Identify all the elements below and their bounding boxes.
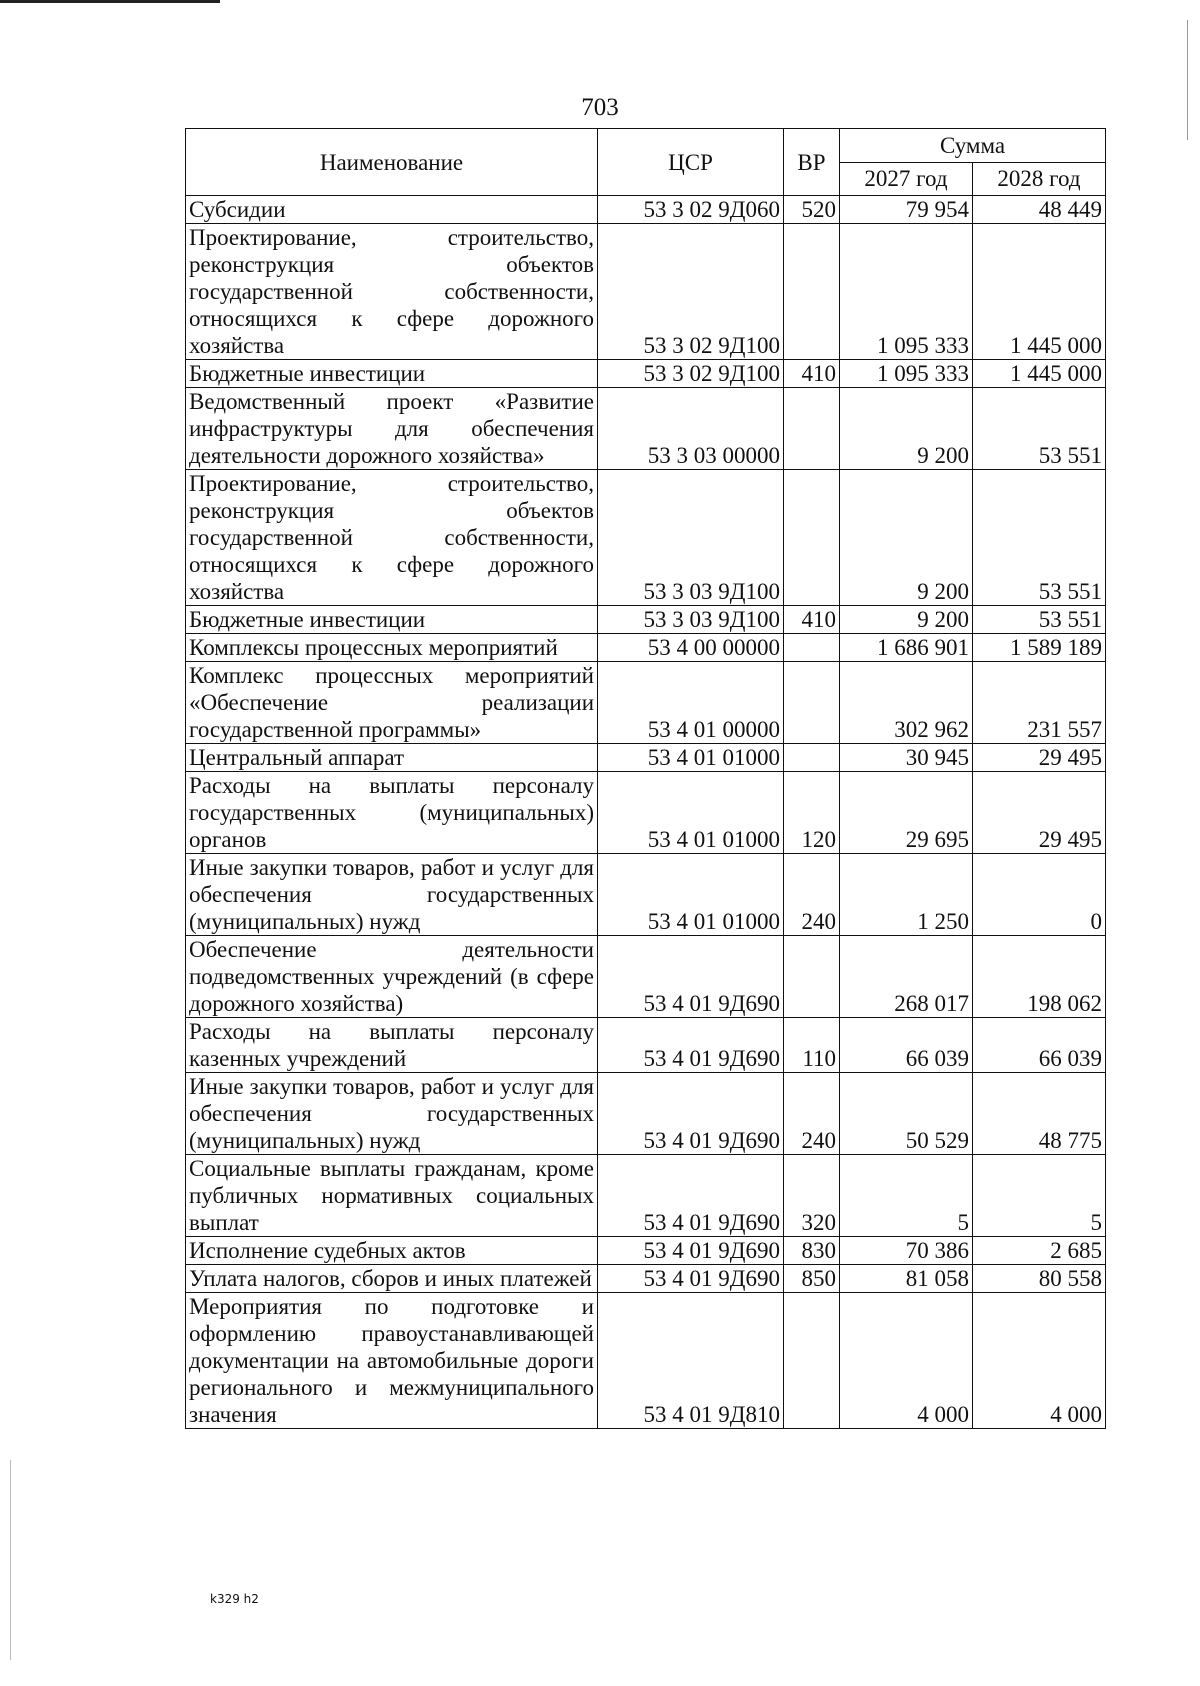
row-vr: 850 bbox=[784, 1265, 840, 1293]
table-row bbox=[186, 744, 1106, 772]
row-csr: 53 4 01 01000 bbox=[598, 744, 784, 772]
page-number: 703 bbox=[581, 94, 619, 121]
row-vr: 110 bbox=[784, 1018, 840, 1073]
row-csr: 53 3 03 9Д100 bbox=[598, 606, 784, 634]
row-vr: 410 bbox=[784, 606, 840, 634]
row-amount-2027: 79 954 bbox=[840, 196, 973, 224]
row-amount-2028: 48 775 bbox=[973, 1073, 1106, 1155]
row-vr bbox=[784, 744, 840, 772]
row-amount-2028: 198 062 bbox=[973, 936, 1106, 1018]
table-row bbox=[186, 470, 1106, 606]
row-amount-2028: 1 445 000 bbox=[973, 360, 1106, 388]
table-row bbox=[186, 1073, 1106, 1155]
row-csr: 53 3 02 9Д100 bbox=[598, 360, 784, 388]
row-vr: 410 bbox=[784, 360, 840, 388]
row-amount-2027: 268 017 bbox=[840, 936, 973, 1018]
row-csr: 53 4 01 9Д690 bbox=[598, 1073, 784, 1155]
scan-top-rule bbox=[0, 0, 220, 3]
row-amount-2027: 5 bbox=[840, 1155, 973, 1237]
row-amount-2027: 29 695 bbox=[840, 772, 973, 854]
row-amount-2028: 4 000 bbox=[973, 1293, 1106, 1429]
row-csr: 53 4 01 01000 bbox=[598, 772, 784, 854]
row-csr: 53 3 03 9Д100 bbox=[598, 470, 784, 606]
header-year-2027: 2027 год bbox=[840, 162, 973, 196]
row-amount-2028: 29 495 bbox=[973, 744, 1106, 772]
row-amount-2028: 5 bbox=[973, 1155, 1106, 1237]
table-row bbox=[186, 360, 1106, 388]
row-csr: 53 4 00 00000 bbox=[598, 634, 784, 662]
row-name: Субсидии bbox=[186, 196, 598, 224]
table-row bbox=[186, 772, 1106, 854]
row-vr bbox=[784, 634, 840, 662]
table-row bbox=[186, 1293, 1106, 1429]
row-amount-2027: 4 000 bbox=[840, 1293, 973, 1429]
row-name: Бюджетные инвестиции bbox=[186, 606, 598, 634]
table-row bbox=[186, 936, 1106, 1018]
row-amount-2028: 53 551 bbox=[973, 388, 1106, 470]
header-row-top bbox=[186, 129, 1106, 163]
row-name: Исполнение судебных актов bbox=[186, 1237, 598, 1265]
row-name: Центральный аппарат bbox=[186, 744, 598, 772]
row-csr: 53 4 01 9Д690 bbox=[598, 936, 784, 1018]
row-name: Расходы на выплаты персоналу казенных учреждений bbox=[186, 1018, 598, 1073]
row-name: Обеспечение деятельности подведомственных учреждений (в сфере дорожного хозяйства) bbox=[186, 936, 598, 1018]
row-vr bbox=[784, 470, 840, 606]
row-vr: 320 bbox=[784, 1155, 840, 1237]
row-csr: 53 4 01 00000 bbox=[598, 662, 784, 744]
row-name: Комплексы процессных мероприятий bbox=[186, 634, 598, 662]
table-row bbox=[186, 606, 1106, 634]
row-amount-2028: 48 449 bbox=[973, 196, 1106, 224]
table-body bbox=[186, 196, 1106, 1429]
header-name: Наименование bbox=[186, 129, 598, 196]
row-amount-2027: 1 250 bbox=[840, 854, 973, 936]
header-csr: ЦСР bbox=[598, 129, 784, 196]
row-csr: 53 3 02 9Д100 bbox=[598, 224, 784, 360]
table-row bbox=[186, 224, 1106, 360]
row-amount-2027: 9 200 bbox=[840, 388, 973, 470]
row-csr: 53 4 01 9Д690 bbox=[598, 1018, 784, 1073]
row-csr: 53 4 01 9Д690 bbox=[598, 1155, 784, 1237]
row-amount-2028: 66 039 bbox=[973, 1018, 1106, 1073]
table-row bbox=[186, 662, 1106, 744]
scan-edge-mark bbox=[10, 1460, 11, 1660]
table-row bbox=[186, 1018, 1106, 1073]
header-sum: Сумма bbox=[840, 129, 1106, 163]
row-amount-2027: 1 095 333 bbox=[840, 224, 973, 360]
row-amount-2028: 53 551 bbox=[973, 606, 1106, 634]
table-row bbox=[186, 854, 1106, 936]
row-vr: 520 bbox=[784, 196, 840, 224]
row-csr: 53 3 03 00000 bbox=[598, 388, 784, 470]
row-amount-2028: 1 589 189 bbox=[973, 634, 1106, 662]
row-amount-2027: 9 200 bbox=[840, 470, 973, 606]
row-amount-2027: 81 058 bbox=[840, 1265, 973, 1293]
row-name: Уплата налогов, сборов и иных платежей bbox=[186, 1265, 598, 1293]
row-amount-2028: 2 685 bbox=[973, 1237, 1106, 1265]
row-vr: 830 bbox=[784, 1237, 840, 1265]
row-amount-2027: 302 962 bbox=[840, 662, 973, 744]
row-vr: 120 bbox=[784, 772, 840, 854]
table-row bbox=[186, 388, 1106, 470]
budget-table bbox=[185, 128, 1106, 1429]
row-name: Мероприятия по подготовке и оформлению правоустанавливающей документации на автомобильные дороги регионального и межмуниципального значения bbox=[186, 1293, 598, 1429]
row-csr: 53 4 01 9Д690 bbox=[598, 1265, 784, 1293]
row-amount-2028: 29 495 bbox=[973, 772, 1106, 854]
row-vr: 240 bbox=[784, 854, 840, 936]
row-amount-2028: 80 558 bbox=[973, 1265, 1106, 1293]
row-name: Социальные выплаты гражданам, кроме публичных нормативных социальных выплат bbox=[186, 1155, 598, 1237]
row-amount-2028: 0 bbox=[973, 854, 1106, 936]
row-name: Комплекс процессных мероприятий «Обеспечение реализации государственной программы» bbox=[186, 662, 598, 744]
row-amount-2028: 1 445 000 bbox=[973, 224, 1106, 360]
row-csr: 53 3 02 9Д060 bbox=[598, 196, 784, 224]
row-vr: 240 bbox=[784, 1073, 840, 1155]
footer-code: k329 h2 bbox=[210, 1592, 259, 1606]
row-vr bbox=[784, 936, 840, 1018]
row-name: Расходы на выплаты персоналу государственных (муниципальных) органов bbox=[186, 772, 598, 854]
row-name: Иные закупки товаров, работ и услуг для обеспечения государственных (муниципальных) нужд bbox=[186, 854, 598, 936]
row-name: Иные закупки товаров, работ и услуг для обеспечения государственных (муниципальных) нужд bbox=[186, 1073, 598, 1155]
row-amount-2027: 50 529 bbox=[840, 1073, 973, 1155]
row-amount-2027: 9 200 bbox=[840, 606, 973, 634]
row-name: Бюджетные инвестиции bbox=[186, 360, 598, 388]
row-csr: 53 4 01 01000 bbox=[598, 854, 784, 936]
row-vr bbox=[784, 662, 840, 744]
table-row bbox=[186, 1237, 1106, 1265]
row-amount-2028: 231 557 bbox=[973, 662, 1106, 744]
row-amount-2027: 66 039 bbox=[840, 1018, 973, 1073]
row-vr bbox=[784, 1293, 840, 1429]
table-row bbox=[186, 196, 1106, 224]
row-name: Ведомственный проект «Развитие инфраструктуры для обеспечения деятельности дорожного хозяйства» bbox=[186, 388, 598, 470]
header-year-2028: 2028 год bbox=[973, 162, 1106, 196]
table-row bbox=[186, 1265, 1106, 1293]
row-name: Проектирование, строительство, реконструкция объектов государственной собственности, относящихся к сфере дорожного хозяйства bbox=[186, 470, 598, 606]
scan-edge-mark-right bbox=[1187, 20, 1188, 140]
row-amount-2027: 1 095 333 bbox=[840, 360, 973, 388]
header-vr: ВР bbox=[784, 129, 840, 196]
table-row bbox=[186, 1155, 1106, 1237]
row-amount-2027: 1 686 901 bbox=[840, 634, 973, 662]
row-amount-2028: 53 551 bbox=[973, 470, 1106, 606]
row-amount-2027: 30 945 bbox=[840, 744, 973, 772]
row-amount-2027: 70 386 bbox=[840, 1237, 973, 1265]
row-csr: 53 4 01 9Д690 bbox=[598, 1237, 784, 1265]
row-name: Проектирование, строительство, реконструкция объектов государственной собственности, относящихся к сфере дорожного хозяйства bbox=[186, 224, 598, 360]
row-csr: 53 4 01 9Д810 bbox=[598, 1293, 784, 1429]
table-row bbox=[186, 634, 1106, 662]
row-vr bbox=[784, 224, 840, 360]
row-vr bbox=[784, 388, 840, 470]
